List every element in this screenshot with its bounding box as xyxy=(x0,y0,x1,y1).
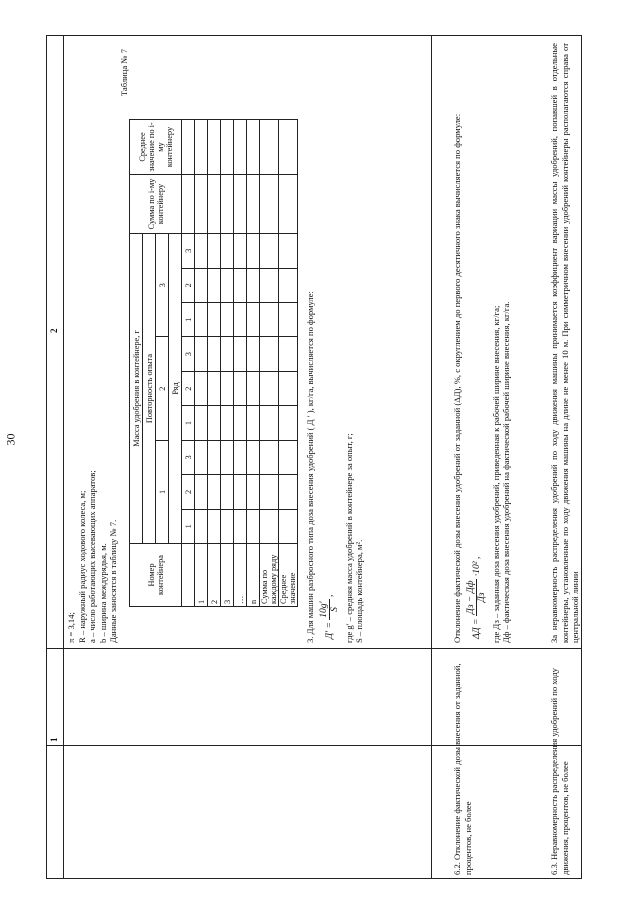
th-number: Номер контейнера xyxy=(130,544,182,607)
table-label: Таблица № 7 xyxy=(118,49,129,97)
text-line: b – ширина междурядья, м. xyxy=(97,543,108,643)
table-row: 1 xyxy=(195,120,208,607)
row-62-text: Отклонение фактической дозы внесения удобрений от заданной (ΔД), %, с округлением до первого десятичного знака вычисляется по формуле: xyxy=(452,113,462,643)
table-row: … xyxy=(234,120,247,607)
th-rep2: 2 xyxy=(156,337,169,440)
text-line: R – наружный радиус ходового колеса, м; xyxy=(76,490,87,643)
header-col1: 1 xyxy=(49,737,59,742)
table-row: Среднее значение xyxy=(279,120,298,607)
where-text: S – площадь контейнера, м². xyxy=(354,539,364,643)
where-text: где g′ – средняя масса удобрений в контейнере за опыт, г; xyxy=(343,433,354,643)
dose-formula: Д′ = 10g′ S , xyxy=(318,594,340,639)
row-62-content xyxy=(452,43,512,643)
th-avg-i: Среднее значение по i-му контейнеру xyxy=(130,120,182,175)
header-col2: 2 xyxy=(49,328,59,333)
table-row: 2 xyxy=(208,120,221,607)
block1 xyxy=(66,43,365,643)
text-line: Данные заносятся в таблицу № 7. xyxy=(108,519,118,643)
page-number: 30 xyxy=(3,433,18,446)
th-row: Ряд xyxy=(169,234,182,544)
row-divider-63 xyxy=(46,745,582,746)
dose-intro: 3. Для машин разбросного типа доза внесения удобрений ( Д ′ ), кг/га, вычисляется по формуле: xyxy=(305,291,315,643)
row-63-label: 6.3. Неравномерность распределения удобрений по ходу движения, процентов, не более xyxy=(549,668,570,875)
table-7: Номер контейнера Масса удобрения в контейнере, г Сумма по i-му контейнеру Среднее значение по i-му контейнеру Повторность опыта 1 2 3 Ряд 1 2 3 1 2 3 1 2 3 1 2 3 … n Сумма по каждому ряду Среднее значение xyxy=(129,119,298,607)
row-63-content xyxy=(549,43,581,643)
th-repeat: Повторность опыта xyxy=(143,234,156,544)
column-divider xyxy=(431,35,432,879)
table-row: 3 xyxy=(221,120,234,607)
text-line: π = 3,14; xyxy=(66,612,76,643)
th-sum-i: Сумма по i-му контейнеру xyxy=(130,175,182,234)
row-62-label: 6.2. Отклонение фактической дозы внесения от заданной, процентов, не более xyxy=(452,663,473,875)
table-row: n xyxy=(247,120,260,607)
table-row: Сумма по каждому ряду xyxy=(260,120,279,607)
header-divider xyxy=(63,35,64,879)
text-line: a – число работающих высевающих аппаратов; xyxy=(87,470,97,643)
th-rep3: 3 xyxy=(156,234,169,337)
where-text: Дф – фактическая доза внесения удобрений на фактической рабочей ширине внесения, кг/га. xyxy=(501,301,511,643)
row-divider-62 xyxy=(46,648,582,649)
deviation-formula: ΔД = Дз − Дф Дз ·10² , xyxy=(465,556,487,639)
th-mass: Масса удобрения в контейнере, г xyxy=(130,234,143,544)
row-63-text: За неравномерность распределения удобрений по ходу движения машины принимается коэффициент вариации массы удобрений, попавшей в отдельные контейнеры, установленные по ходу движения машины на длине не менее 10 м. При симметричном внесении удобрений контейнеры располагаются справа от центральной линии xyxy=(549,43,580,643)
th-rep1: 1 xyxy=(156,440,169,543)
where-text: где Дз – заданная доза внесения удобрений, приведенная к рабочей ширине внесения, кг/га; xyxy=(490,305,501,643)
